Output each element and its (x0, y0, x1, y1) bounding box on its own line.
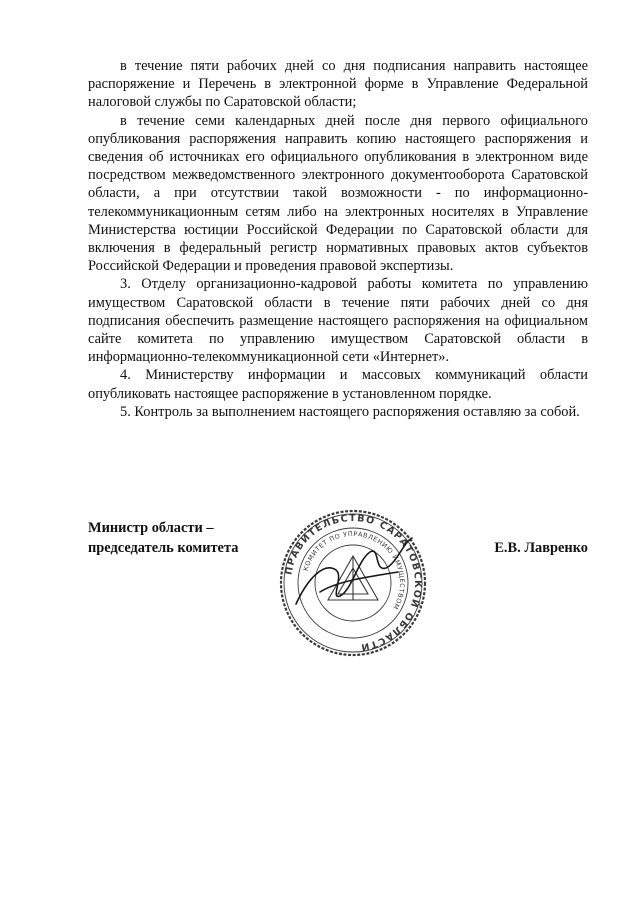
paragraph-item-5: 5. Контроль за выполнением настоящего распоряжения оставляю за собой. (120, 403, 580, 420)
signature-block (88, 512, 588, 668)
signatory-title (88, 518, 238, 558)
seal-inner-text: КОМИТЕТ ПО УПРАВЛЕНИЮ ИМУЩЕСТВОМ (301, 529, 407, 612)
paragraph-item-3: 3. Отделу организационно-кадровой работы комитета по управлению имуществом Саратовской области в течение пяти рабочих дней со дня подписания обеспечить размещение настоящего распоряжения на официальном сайте комитета по управлению имуществом Саратовской области в информационно-телекоммуникационной сети «Интернет». (88, 276, 588, 366)
signatory-name: Е.В. Лавренко (494, 540, 588, 556)
signatory-title-line-1: Министр области – (88, 520, 214, 536)
signatory-title-line-2: председатель комитета (88, 540, 239, 556)
paragraph-fns-notice: в течение пяти рабочих дней со дня подписания направить настоящее распоряжение и Перечень в электронной форме в Управление Федеральной налоговой службы по Саратовской области; (88, 58, 588, 111)
paragraph-justice-notice: в течение семи календарных дней после дня первого официального опубликования распоряжения направить копию настоящего распоряжения и сведения об источниках его официального опубликования в электронном виде посредством межведомственного электронного документооборота Саратовской области, а при отсутствии такой возможности - по информационно-телекоммуникационным сетям либо на электронных носителях в Управление Министерства юстиции Российской Федерации по Саратовской области для включения в федеральный регистр нормативных правовых актов субъектов Российской Федерации и проведения правовой экспертизы. (88, 112, 588, 275)
seal-outer-text: ПРАВИТЕЛЬСТВО САРАТОВСКОЙ ОБЛАСТИ (283, 512, 424, 653)
official-seal (278, 508, 428, 658)
paragraph-item-4: 4. Министерству информации и массовых коммуникаций области опубликовать настоящее распоряжение в установленном порядке. (88, 367, 588, 402)
document-body (88, 57, 588, 421)
